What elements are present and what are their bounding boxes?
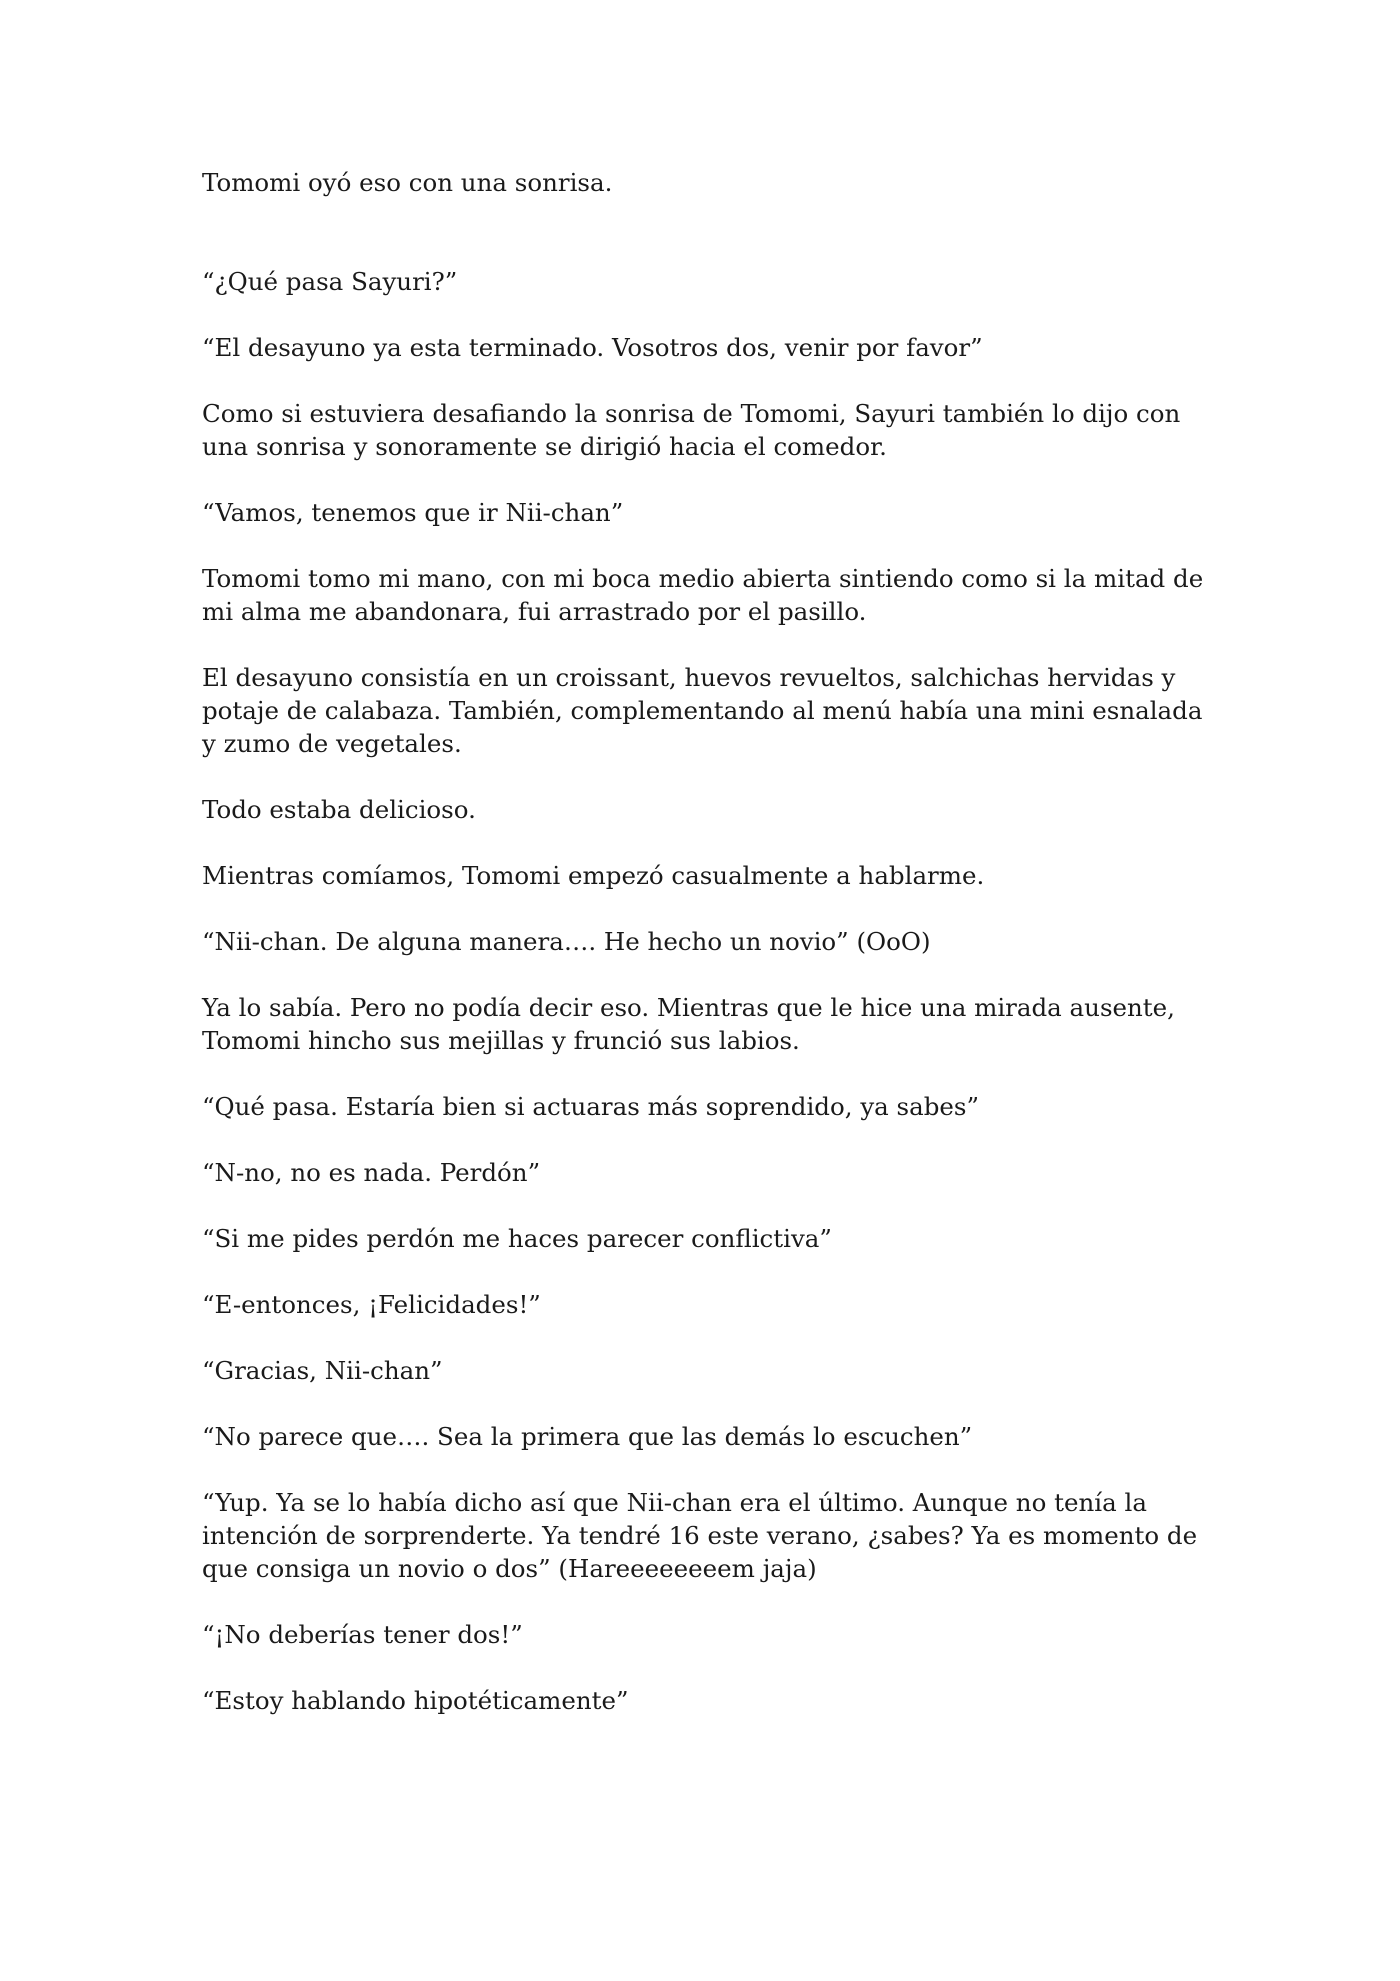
- paragraph: Tomomi tomo mi mano, con mi boca medio abierta sintiendo como si la mitad de mi alma me abandonara, fui arrastrado por el pasillo.: [202, 564, 1204, 626]
- paragraph: Como si estuviera desafiando la sonrisa de Tomomi, Sayuri también lo dijo con una sonrisa y sonoramente se dirigió hacia el comedor.: [202, 399, 1181, 461]
- paragraph: Todo estaba delicioso.: [202, 795, 476, 824]
- paragraph: “¡No deberías tener dos!”: [202, 1620, 523, 1649]
- paragraph: “Vamos, tenemos que ir Nii-chan”: [202, 498, 624, 527]
- paragraph: “N-no, no es nada. Perdón”: [202, 1158, 541, 1187]
- paragraph: “Estoy hablando hipotéticamente”: [202, 1686, 629, 1715]
- paragraph: Mientras comíamos, Tomomi empezó casualmente a hablarme.: [202, 861, 985, 890]
- document-text-body: [202, 166, 1212, 1750]
- paragraph: “Si me pides perdón me haces parecer conflictiva”: [202, 1224, 832, 1253]
- paragraph: “Yup. Ya se lo había dicho así que Nii-chan era el último. Aunque no tenía la intención de sorprenderte. Ya tendré 16 este verano, ¿sabes? Ya es momento de que consiga un novio o dos” (Hareeeeeeeem jaja): [202, 1488, 1198, 1583]
- paragraph: Tomomi oyó eso con una sonrisa.: [202, 168, 613, 197]
- paragraph: “E-entonces, ¡Felicidades!”: [202, 1290, 541, 1319]
- paragraph: El desayuno consistía en un croissant, huevos revueltos, salchichas hervidas y potaje de calabaza. También, complementando al menú había una mini esnalada y zumo de vegetales.: [202, 663, 1203, 758]
- paragraph: “El desayuno ya esta terminado. Vosotros dos, venir por favor”: [202, 333, 983, 362]
- paragraph: “No parece que…. Sea la primera que las demás lo escuchen”: [202, 1422, 973, 1451]
- paragraph: “Qué pasa. Estaría bien si actuaras más soprendido, ya sabes”: [202, 1092, 980, 1121]
- paragraph: “¿Qué pasa Sayuri?”: [202, 267, 458, 296]
- paragraph: “Nii-chan. De alguna manera…. He hecho un novio” (OoO): [202, 927, 931, 956]
- paragraph: Ya lo sabía. Pero no podía decir eso. Mientras que le hice una mirada ausente, Tomomi hincho sus mejillas y frunció sus labios.: [202, 993, 1175, 1055]
- paragraph: “Gracias, Nii-chan”: [202, 1356, 443, 1385]
